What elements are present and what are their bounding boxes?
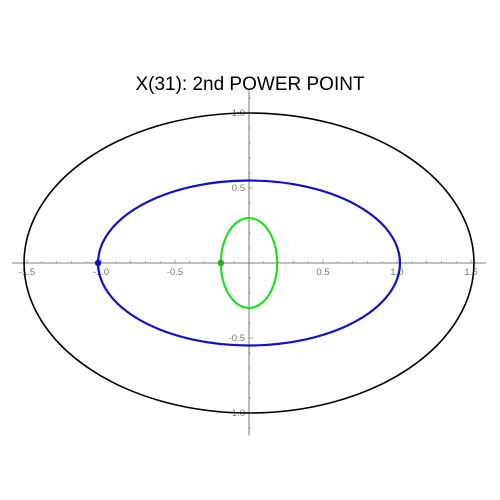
y-tick-label: -0.5 bbox=[228, 333, 245, 344]
y-tick-label: 0.5 bbox=[231, 183, 245, 194]
blue-point bbox=[95, 260, 101, 266]
x-tick-label: -1.0 bbox=[92, 267, 110, 278]
x-tick-label: -1.5 bbox=[18, 267, 36, 278]
y-tick-label: 1.0 bbox=[231, 108, 245, 119]
axes bbox=[12, 91, 486, 436]
x-tick-label: 1.0 bbox=[390, 267, 404, 278]
y-tick-label: -1.0 bbox=[228, 408, 245, 419]
chart-title: X(31): 2nd POWER POINT bbox=[135, 74, 365, 95]
x-tick-label: 1.5 bbox=[464, 267, 478, 278]
x-tick-label: 0.5 bbox=[316, 267, 330, 278]
x-tick-label: -0.5 bbox=[166, 267, 184, 278]
green-point bbox=[218, 260, 224, 266]
